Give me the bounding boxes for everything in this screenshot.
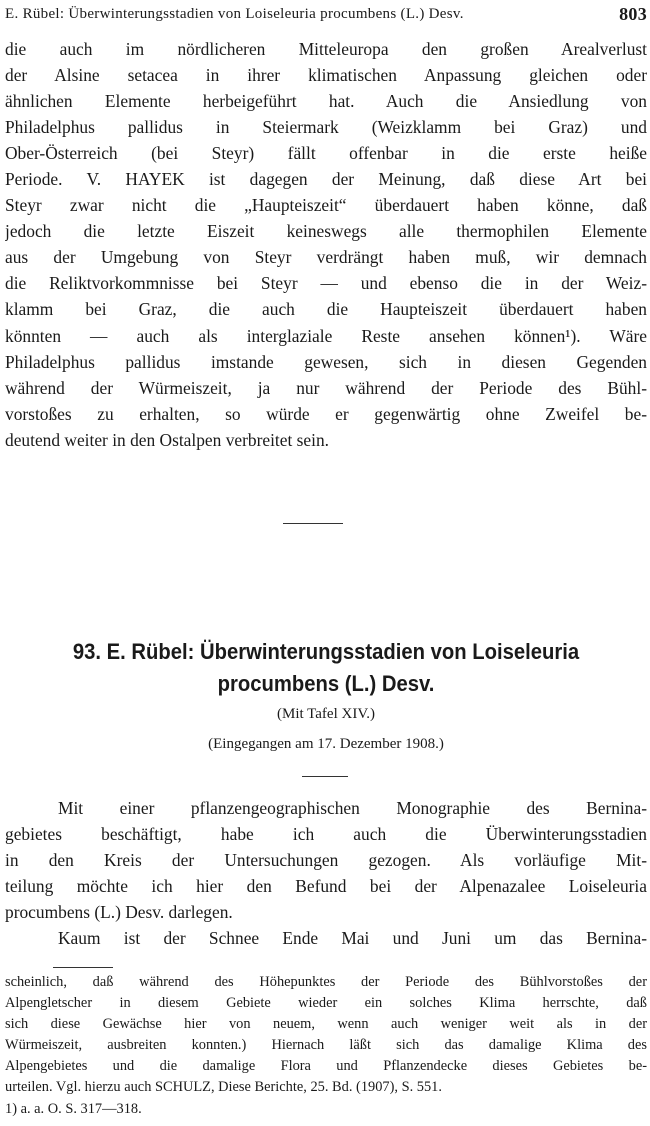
text-line: Steyr zwar nicht die „Haupteiszeit“ überdauert haben könne, daß [5,195,647,216]
footnote-line: Alpengebietes und die damalige Flora und Pflanzendecke dieses Gebietes be- [5,1058,647,1075]
text-line: während der Würmeiszeit, ja nur während der Periode des Bühl- [5,377,647,398]
title-divider [302,776,348,777]
top-paragraph [5,36,647,453]
text-line: Mit einer pflanzengeographischen Monographie des Bernina- [58,798,647,818]
footnote-line: urteilen. Vgl. hierzu auch SCHULZ, Diese Berichte, 25. Bd. (1907), S. 551. [5,1079,442,1096]
text-line: jedoch die letzte Eiszeit keineswegs alle thermophilen Elemente [5,221,647,242]
text-line: in den Kreis der Untersuchungen gezogen. Als vorläufige Mit- [5,850,647,871]
text-line: teilung möchte ich hier den Befund bei der Alpenazalee Loiseleuria [5,876,647,897]
text-line: ähnlichen Elemente herbeigeführt hat. Auch die Ansiedlung von [5,91,647,112]
article-title [37,636,615,700]
text-line: Ober-Österreich (bei Steyr) fällt offenbar in die erste heiße [5,143,647,164]
text-line: procumbens (L.) Desv. darlegen. [5,902,233,923]
text-line: die auch im nördlicheren Mitteleuropa den großen Arealverlust [5,39,647,59]
plate-note: (Mit Tafel XIV.) [277,706,375,722]
text-line: Periode. V. HAYEK ist dagegen der Meinung, daß diese Art bei [5,169,647,190]
article-title-line: 93. E. Rübel: Überwinterungsstadien von Loiseleuria [72,639,580,664]
section-divider [283,523,343,524]
page-number: 803 [619,4,647,24]
body-paragraph [5,795,647,951]
footnote-rule [53,967,113,968]
text-line: klamm bei Graz, die auch die Haupteiszeit überdauert haben [5,299,647,320]
text-line: Philadelphus pallidus in Steiermark (Weizklamm bei Graz) und [5,117,647,138]
text-line: vorstoßes zu erhalten, so würde er gegenwärtig ohne Zweifel be- [5,403,647,424]
footnote-line: scheinlich, daß während des Höhepunktes der Periode des Bühlvorstoßes der [5,974,647,990]
text-line: aus der Umgebung von Steyr verdrängt haben muß, wir demnach [5,247,647,268]
text-line: Kaum ist der Schnee Ende Mai und Juni um das Bernina- [58,928,647,949]
received-note: (Eingegangen am 17. Dezember 1908.) [208,736,444,752]
running-head [5,6,647,28]
footnote-reference: 1) a. a. O. S. 317—318. [5,1100,142,1117]
text-line: könnten — auch als interglaziale Reste ansehen können¹). Wäre [5,325,647,346]
text-line: deutend weiter in den Ostalpen verbreitet sein. [5,429,330,450]
footnote-line: sich diese Gewächse hier von neuem, wenn auch weniger weit als in der [5,1016,647,1033]
footnote [5,972,647,1120]
text-line: der Alsine setacea in ihrer klimatischen Anpassung gleichen oder [5,65,647,86]
text-line: Philadelphus pallidus imstande gewesen, sich in diesen Gegenden [5,351,647,372]
running-head-title: E. Rübel: Überwinterungsstadien von Loiseleuria procumbens (L.) Desv. [5,6,464,22]
footnote-line: Würmeiszeit, ausbreiten konnten.) Hiernach läßt sich das damalige Klima des [5,1037,647,1054]
article-title-line: procumbens (L.) Desv. [217,671,435,696]
text-line: gebietes beschäftigt, habe ich auch die Überwinterungsstadien [5,824,647,845]
footnote-line: Alpengletscher in diesem Gebiete wieder ein solches Klima herrschte, daß [5,995,647,1012]
text-line: die Reliktvorkommnisse bei Steyr — und ebenso die in der Weiz- [5,273,647,294]
